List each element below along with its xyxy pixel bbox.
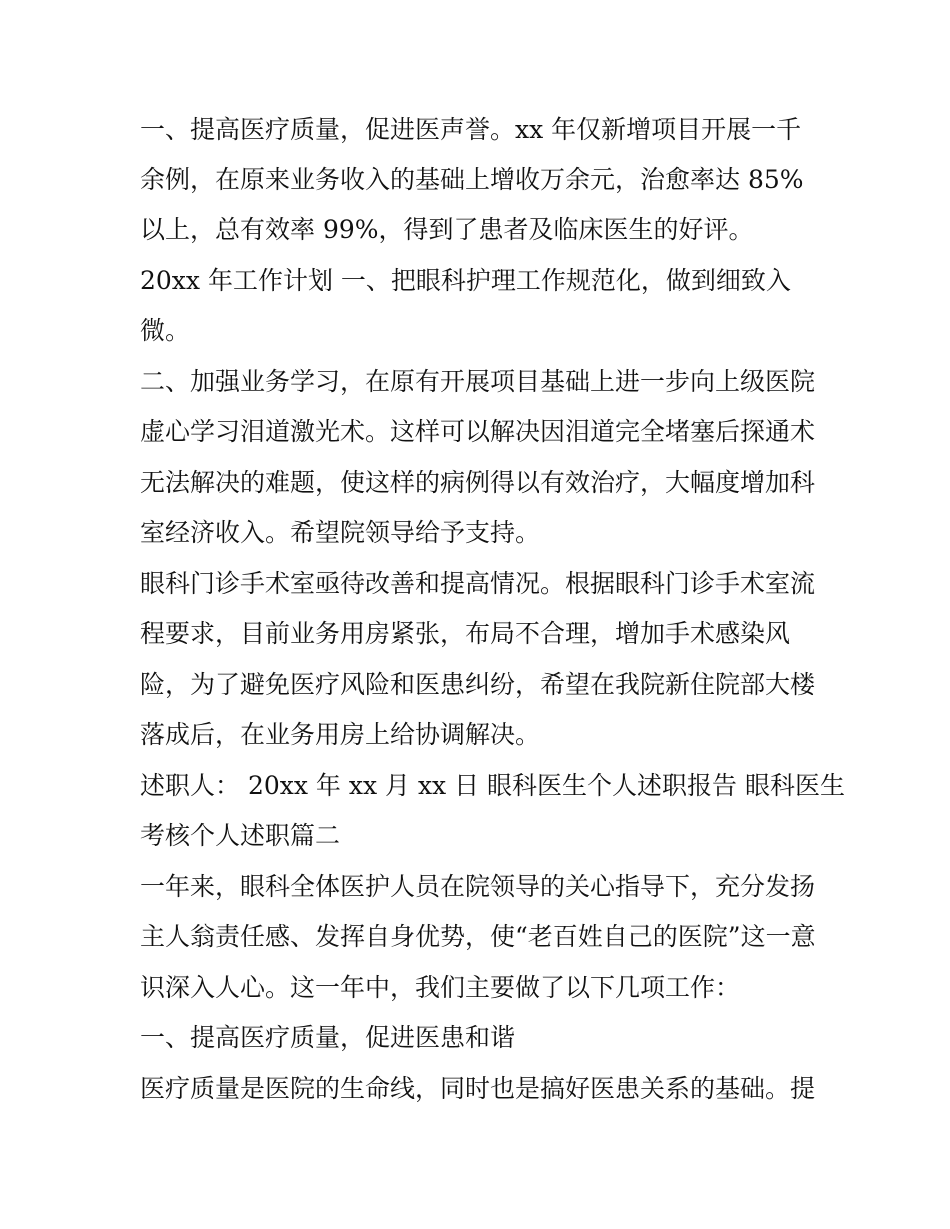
- text-line: 虚心学习泪道激光术。这样可以解决因泪道完全堵塞后探通术: [140, 417, 816, 446]
- text-line: 余例，在原来业务收入的基础上增收万余元，治愈率达 85%: [140, 165, 804, 194]
- text-line: 述职人： 20xx 年 xx 月 xx 日 眼科医生个人述职报告 眼科医生: [140, 771, 845, 800]
- text-line: 考核个人述职篇二: [140, 821, 341, 850]
- text-line: 二、加强业务学习，在原有开展项目基础上进一步向上级医院: [140, 367, 816, 396]
- text-line: 以上，总有效率 99%，得到了患者及临床医生的好评。: [140, 215, 754, 244]
- text-line: 一、提高医疗质量，促进医声誉。xx 年仅新增项目开展一千: [140, 115, 802, 144]
- text-line: 识深入人心。这一年中，我们主要做了以下几项工作：: [140, 973, 741, 1002]
- text-line: 医疗质量是医院的生命线，同时也是搞好医患关系的基础。提: [140, 1074, 816, 1103]
- text-line: 险，为了避免医疗风险和医患纠纷，希望在我院新住院部大楼: [140, 670, 816, 699]
- text-line: 落成后，在业务用房上给协调解决。: [140, 720, 541, 749]
- text-line: 微。: [140, 316, 191, 345]
- text-line: 20xx 年工作计划 一、把眼科护理工作规范化，做到细致入: [140, 266, 791, 295]
- text-line: 一年来，眼科全体医护人员在院领导的关心指导下，充分发扬: [140, 872, 816, 901]
- text-line: 一、提高医疗质量，促进医患和谐: [140, 1023, 516, 1052]
- text-line: 室经济收入。希望院领导给予支持。: [140, 518, 541, 547]
- text-line: 程要求，目前业务用房紧张，布局不合理，增加手术感染风: [140, 619, 791, 648]
- text-line: 眼科门诊手术室亟待改善和提高情况。根据眼科门诊手术室流: [140, 569, 816, 598]
- text-line: 无法解决的难题，使这样的病例得以有效治疗，大幅度增加科: [140, 468, 816, 497]
- text-line: 主人翁责任感、发挥自身优势，使“老百姓自己的医院”这一意: [140, 922, 816, 951]
